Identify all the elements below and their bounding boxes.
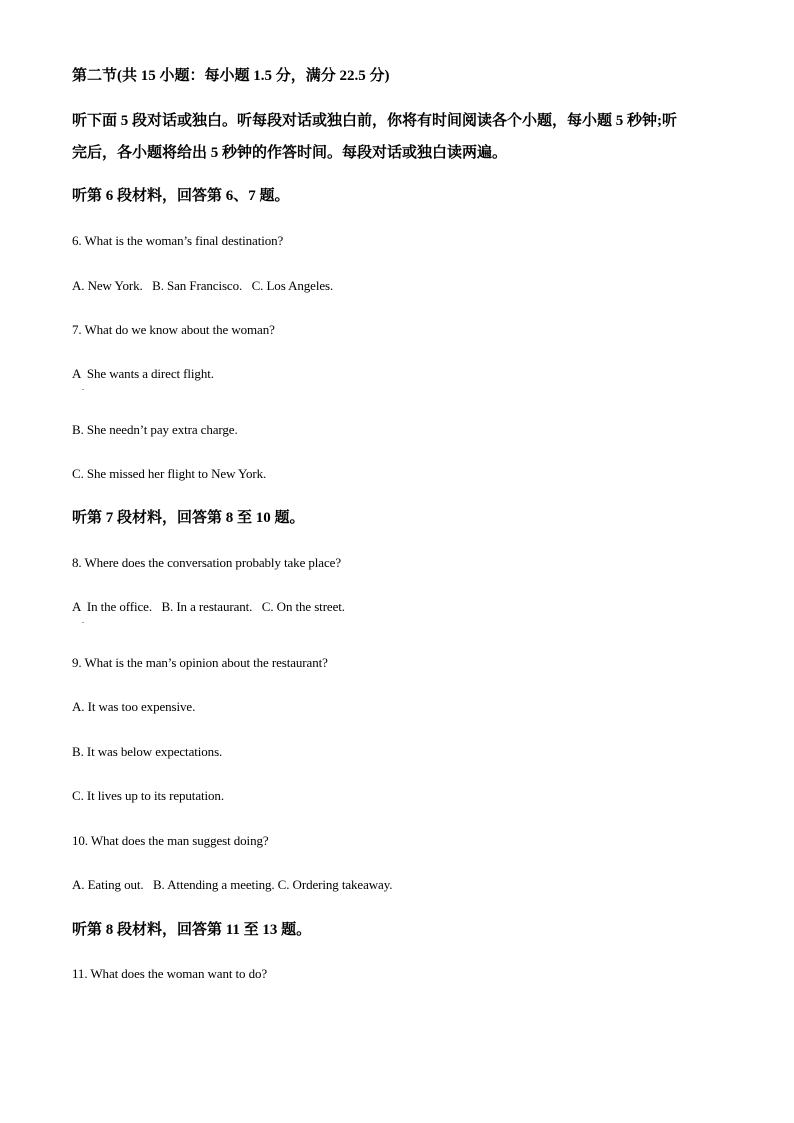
question-11-stem: 11. What does the woman want to do? <box>72 966 268 981</box>
question-7-option-b: B. She needn’t pay extra charge. <box>72 422 238 437</box>
passage-heading-6: 听第 6 段材料，回答第 6、7 题。 <box>72 188 290 204</box>
question-8-options: A In the office. B. In a restaurant. C. On the street. <box>72 599 345 614</box>
question-10-stem: 10. What does the man suggest doing? <box>72 833 269 848</box>
question-6-stem: 6. What is the woman’s final destination? <box>72 233 284 248</box>
question-6-options: A. New York. B. San Francisco. C. Los Angeles. <box>72 278 334 293</box>
passage-heading-8: 听第 8 段材料，回答第 11 至 13 题。 <box>72 922 312 938</box>
question-9-option-b: B. It was below expectations. <box>72 744 223 759</box>
instructions-line-1: 听下面 5 段对话或独白。听每段对话或独白前，你将有时间阅读各个小题，每小题 5 秒钟;听 <box>72 113 677 129</box>
section-header: 第二节(共 15 小题：每小题 1.5 分，满分 22.5 分) <box>72 68 390 84</box>
question-9-option-a: A. It was too expensive. <box>72 699 196 714</box>
passage-heading-7: 听第 7 段材料，回答第 8 至 10 题。 <box>72 510 305 526</box>
question-9-stem: 9. What is the man’s opinion about the restaurant? <box>72 655 328 670</box>
question-9-option-c: C. It lives up to its reputation. <box>72 788 224 803</box>
question-10-options: A. Eating out. B. Attending a meeting. C. Ordering takeaway. <box>72 877 393 892</box>
question-7-stem: 7. What do we know about the woman? <box>72 322 275 337</box>
question-7-option-a: A She wants a direct flight. <box>72 366 214 381</box>
question-7-option-c: C. She missed her flight to New York. <box>72 466 267 481</box>
stray-mark: . <box>82 616 84 625</box>
instructions-line-2: 完后，各小题将给出 5 秒钟的作答时间。每段对话或独白读两遍。 <box>72 145 508 161</box>
stray-mark: . <box>82 383 84 392</box>
question-8-stem: 8. Where does the conversation probably take place? <box>72 555 341 570</box>
